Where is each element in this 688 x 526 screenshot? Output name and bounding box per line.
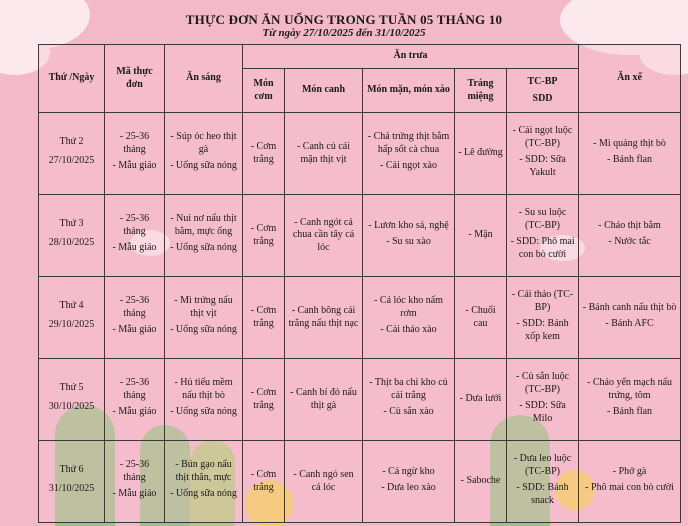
header-tcbp: TC-BP (527, 76, 558, 87)
day-date: 28/10/2025 (48, 236, 95, 248)
snack-cell (579, 113, 681, 195)
soup-cell: - Canh củ cải mặn thịt vịt (285, 113, 363, 195)
rice-cell: - Cơm trắng (243, 441, 285, 523)
tc-sdd-cell (507, 359, 579, 441)
day-date: 31/10/2025 (48, 482, 95, 494)
breakfast-line: - Bún gạo nấu thịt thăn, mực (175, 459, 232, 483)
snack-line: - Mì quảng thịt bò (593, 137, 666, 149)
tcsdd-line: - Dưa leo luộc (TC-BP) (513, 453, 572, 477)
tcsdd-line: - SDD: Bánh xốp kem (516, 318, 569, 342)
snack-cell (579, 277, 681, 359)
code-line: - Mẫu giáo (112, 406, 157, 418)
breakfast-line: - Mì trứng nấu thịt vịt (174, 295, 233, 319)
main-line: - Cải ngọt xào (380, 160, 437, 172)
day-name: Thứ 2 (59, 136, 84, 147)
soup-cell: - Canh bí đỏ nấu thịt gà (285, 359, 363, 441)
main-cell (363, 113, 455, 195)
main-line: - Lươn kho sả, nghệ (368, 219, 449, 231)
day-cell (39, 113, 105, 195)
breakfast-line: - Uống sữa nóng (170, 406, 237, 418)
dessert-cell: - Dưa lưới (455, 359, 507, 441)
breakfast-line: - Súp óc heo thịt gà (170, 131, 237, 155)
code-line: - 25-36 tháng (119, 213, 150, 237)
code-cell (105, 359, 165, 441)
tcsdd-line: - Su su luộc (TC-BP) (518, 207, 567, 231)
soup-cell: - Canh ngót cá chua cần tây cá lóc (285, 195, 363, 277)
dessert-cell: - Chuối cau (455, 277, 507, 359)
snack-cell (579, 359, 681, 441)
snack-line: - Bánh canh nấu thịt bò (582, 301, 677, 313)
day-name: Thứ 6 (59, 464, 84, 475)
breakfast-cell (165, 113, 243, 195)
main-line: - Cá ngừ kho (382, 465, 435, 477)
snack-line: - Cháo thịt bằm (598, 219, 661, 231)
main-cell (363, 359, 455, 441)
rice-cell: - Cơm trắng (243, 277, 285, 359)
main-line: - Thịt ba chỉ kho củ cải trắng (369, 377, 448, 401)
day-cell (39, 195, 105, 277)
main-line: - Cải thảo xào (380, 324, 437, 336)
breakfast-cell (165, 195, 243, 277)
soup-cell: - Canh bông cải trắng nấu thịt nạc (285, 277, 363, 359)
main-line: - Dưa leo xào (381, 482, 436, 493)
day-date: 30/10/2025 (48, 400, 95, 412)
snack-line: - Nước tắc (608, 236, 651, 247)
main-cell (363, 441, 455, 523)
rice-cell: - Cơm trắng (243, 113, 285, 195)
main-line: - Su su xào (386, 236, 431, 247)
code-cell (105, 195, 165, 277)
day-cell (39, 277, 105, 359)
header-sdd: SDD (532, 92, 553, 104)
code-line: - Mẫu giáo (112, 488, 157, 500)
header-day: Thứ /Ngày (39, 45, 105, 113)
code-line: - Mẫu giáo (112, 242, 157, 254)
header-rice: Món cơm (243, 69, 285, 113)
snack-line: - Phở gà (612, 465, 647, 477)
header-main: Món mặn, món xào (363, 69, 455, 113)
table-row (39, 195, 681, 277)
tcsdd-line: - Cải ngọt luộc (TC-BP) (512, 125, 573, 149)
tcsdd-line: - SDD: Sữa Yakult (519, 154, 566, 178)
breakfast-cell (165, 441, 243, 523)
table-header-row (39, 45, 681, 69)
main-cell (363, 195, 455, 277)
header-tc-sdd (507, 69, 579, 113)
code-line: - Mẫu giáo (112, 160, 157, 172)
breakfast-line: - Nui nơ nấu thịt bằm, mực ống (170, 213, 237, 237)
snack-line: - Bánh AFC (605, 318, 654, 329)
tcsdd-line: - SDD: Sữa Milo (519, 400, 566, 424)
table-row (39, 441, 681, 523)
header-dessert: Tráng miệng (455, 69, 507, 113)
day-name: Thứ 4 (59, 300, 84, 311)
tcsdd-line: - Cải thảo (TC-BP) (511, 289, 574, 313)
snack-cell (579, 441, 681, 523)
tc-sdd-cell (507, 441, 579, 523)
code-line: - Mẫu giáo (112, 324, 157, 336)
code-line: - 25-36 tháng (119, 131, 150, 155)
weekly-menu-table (38, 44, 681, 523)
day-name: Thứ 5 (59, 382, 84, 393)
day-cell (39, 359, 105, 441)
table-row (39, 359, 681, 441)
tc-sdd-cell (507, 195, 579, 277)
code-cell (105, 113, 165, 195)
rice-cell: - Cơm trắng (243, 195, 285, 277)
code-cell (105, 277, 165, 359)
rice-cell: - Cơm trắng (243, 359, 285, 441)
header-snack: Ăn xế (579, 45, 681, 113)
tc-sdd-cell (507, 277, 579, 359)
snack-line: - Cháo yến mạch nấu trứng, tôm (587, 377, 673, 401)
main-line: - Chả trứng thịt bằm hấp sốt cà chua (367, 131, 450, 155)
header-breakfast: Ăn sáng (165, 45, 243, 113)
tc-sdd-cell (507, 113, 579, 195)
breakfast-line: - Hủ tiếu mềm nấu thịt bò (174, 377, 233, 401)
main-line: - Cá lóc kho nấm rơm (374, 295, 443, 319)
menu-body (39, 113, 681, 523)
code-cell (105, 441, 165, 523)
breakfast-cell (165, 277, 243, 359)
tcsdd-line: - Củ sắn luộc (TC-BP) (516, 371, 570, 395)
breakfast-line: - Uống sữa nóng (170, 488, 237, 500)
breakfast-line: - Uống sữa nóng (170, 160, 237, 172)
tcsdd-line: - SDD: Bánh snack (516, 482, 569, 506)
header-lunch: Ăn trưa (243, 45, 579, 69)
code-line: - 25-36 tháng (119, 295, 150, 319)
dessert-cell: - Lê đường (455, 113, 507, 195)
snack-line: - Phô mai con bò cười (585, 482, 674, 493)
dessert-cell: - Saboche (455, 441, 507, 523)
tcsdd-line: - SDD: Phô mai con bò cười (510, 236, 575, 260)
table-row (39, 277, 681, 359)
dessert-cell: - Mận (455, 195, 507, 277)
day-date: 29/10/2025 (48, 318, 95, 330)
code-line: - 25-36 tháng (119, 377, 150, 401)
header-code: Mã thực đơn (105, 45, 165, 113)
breakfast-cell (165, 359, 243, 441)
day-cell (39, 441, 105, 523)
table-row (39, 113, 681, 195)
page-subtitle: Từ ngày 27/10/2025 đến 31/10/2025 (262, 27, 426, 39)
main-cell (363, 277, 455, 359)
snack-line: - Bánh flan (607, 406, 653, 418)
day-name: Thứ 3 (59, 218, 84, 229)
snack-cell (579, 195, 681, 277)
page-title: THỰC ĐƠN ĂN UỐNG TRONG TUẦN 05 THÁNG 10 (185, 12, 503, 27)
day-date: 27/10/2025 (48, 154, 95, 166)
header-soup: Món canh (285, 69, 363, 113)
code-line: - 25-36 tháng (119, 459, 150, 483)
breakfast-line: - Uống sữa nóng (170, 242, 237, 254)
soup-cell: - Canh ngó sen cá lóc (285, 441, 363, 523)
snack-line: - Bánh flan (607, 154, 653, 165)
breakfast-line: - Uống sữa nóng (170, 324, 237, 336)
main-line: - Củ sắn xào (383, 406, 434, 418)
